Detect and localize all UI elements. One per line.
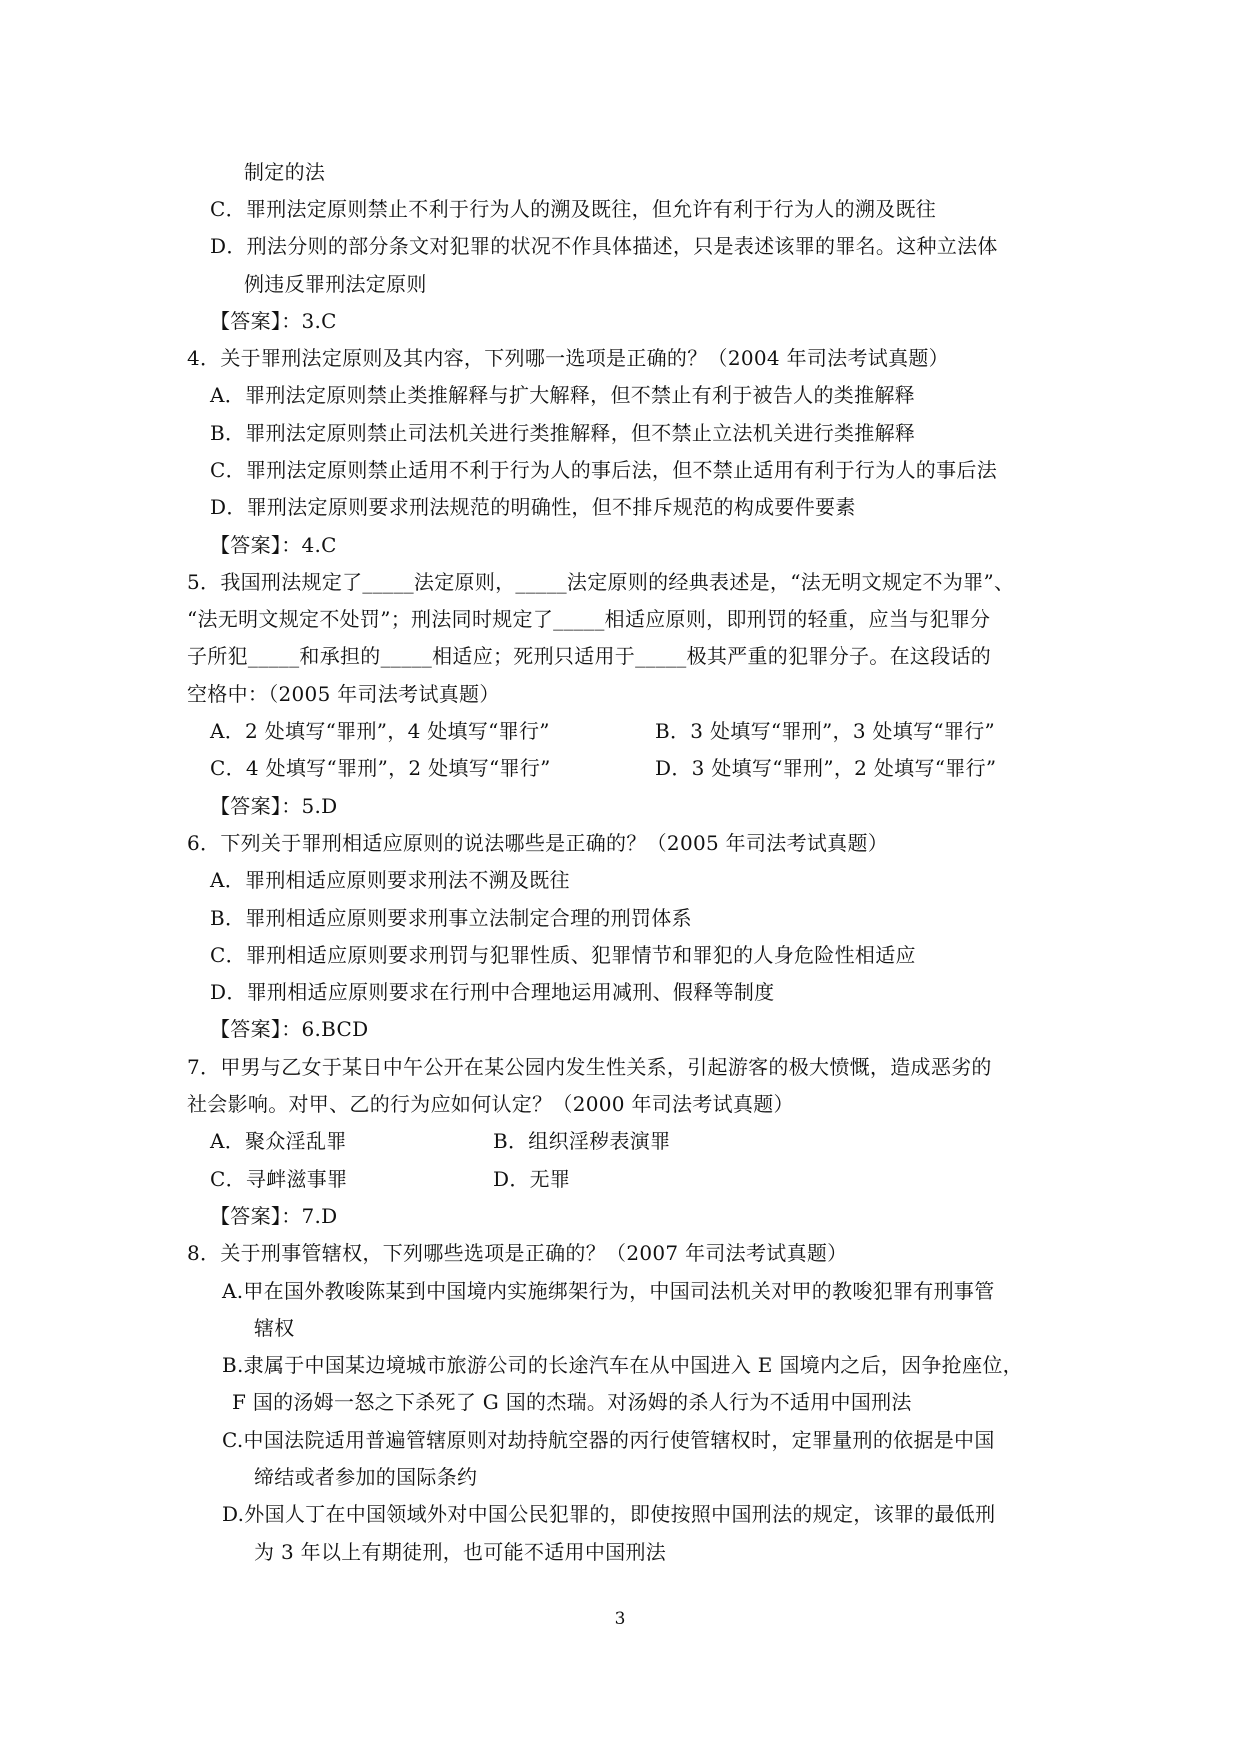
answer-line: 【答案】：7.D (210, 1204, 338, 1228)
question-line: 社会影响。对甲、乙的行为应如何认定？（2000 年司法考试真题） (187, 1092, 794, 1116)
option-line: A．罪刑法定原则禁止类推解释与扩大解释，但不禁止有利于被告人的类推解释 (210, 383, 915, 407)
answer-line: 【答案】：4.C (210, 533, 337, 557)
option-line: F 国的汤姆一怒之下杀死了 G 国的杰瑞。对汤姆的杀人行为不适用中国刑法 (232, 1390, 912, 1414)
option-line: B．罪刑法定原则禁止司法机关进行类推解释，但不禁止立法机关进行类推解释 (210, 421, 916, 445)
question-line: 5．我国刑法规定了_____法定原则，_____法定原则的经典表述是，“法无明文规定不为罪”、 (187, 570, 1015, 594)
option-line: B．3 处填写“罪刑”，3 处填写“罪行” (655, 719, 996, 743)
text-line: C．罪刑法定原则禁止不利于行为人的溯及既往，但允许有利于行为人的溯及既往 (210, 197, 937, 221)
option-line: C．4 处填写“罪刑”，2 处填写“罪行” (210, 756, 551, 780)
answer-line: 【答案】：6.BCD (210, 1017, 369, 1041)
option-line: B．罪刑相适应原则要求刑事立法制定合理的刑罚体系 (210, 906, 692, 930)
option-line: C．罪刑法定原则禁止适用不利于行为人的事后法，但不禁止适用有利于行为人的事后法 (210, 458, 998, 482)
question-line: 7．甲男与乙女于某日中午公开在某公园内发生性关系，引起游客的极大愤慨，造成恶劣的 (187, 1055, 992, 1079)
option-line: D．无罪 (493, 1167, 571, 1191)
option-line: 辖权 (254, 1316, 295, 1340)
question-line: 6．下列关于罪刑相适应原则的说法哪些是正确的？（2005 年司法考试真题） (187, 831, 889, 855)
option-line: C.中国法院适用普遍管辖原则对劫持航空器的丙行使管辖权时，定罪量刑的依据是中国 (222, 1428, 995, 1452)
option-line: 缔结或者参加的国际条约 (254, 1465, 478, 1489)
question-line: 空格中：（2005 年司法考试真题） (187, 682, 500, 706)
question-line: “法无明文规定不处罚”；刑法同时规定了_____相适应原则，即刑罚的轻重，应当与犯罪分 (187, 607, 991, 631)
question-line: 4．关于罪刑法定原则及其内容，下列哪一选项是正确的？（2004 年司法考试真题） (187, 346, 949, 370)
text-line: 制定的法 (244, 160, 326, 184)
answer-line: 【答案】：3.C (210, 309, 337, 333)
option-line: C．寻衅滋事罪 (210, 1167, 348, 1191)
text-line: D．刑法分则的部分条文对犯罪的状况不作具体描述，只是表述该罪的罪名。这种立法体 (210, 234, 998, 258)
option-line: 为 3 年以上有期徒刑，也可能不适用中国刑法 (254, 1540, 667, 1564)
question-line: 子所犯_____和承担的_____相适应；死刑只适用于_____极其严重的犯罪分子。在这段话的 (187, 644, 992, 668)
option-line: D．3 处填写“罪刑”，2 处填写“罪行” (655, 756, 997, 780)
option-line: D．罪刑法定原则要求刑法规范的明确性，但不排斥规范的构成要件要素 (210, 495, 856, 519)
option-line: A.甲在国外教唆陈某到中国境内实施绑架行为，中国司法机关对甲的教唆犯罪有刑事管 (222, 1279, 995, 1303)
option-line: B．组织淫秽表演罪 (493, 1129, 671, 1153)
option-line: D.外国人丁在中国领域外对中国公民犯罪的，即使按照中国刑法的规定，该罪的最低刑 (222, 1502, 996, 1526)
text-line: 例违反罪刑法定原则 (244, 272, 427, 296)
option-line: B.隶属于中国某边境城市旅游公司的长途汽车在从中国进入 E 国境内之后，因争抢座位， (222, 1353, 1023, 1377)
option-line: A．聚众淫乱罪 (210, 1129, 347, 1153)
question-line: 8．关于刑事管辖权，下列哪些选项是正确的？（2007 年司法考试真题） (187, 1241, 848, 1265)
option-line: C．罪刑相适应原则要求刑罚与犯罪性质、犯罪情节和罪犯的人身危险性相适应 (210, 943, 916, 967)
answer-line: 【答案】：5.D (210, 794, 338, 818)
option-line: D．罪刑相适应原则要求在行刑中合理地运用减刑、假释等制度 (210, 980, 775, 1004)
page-number: 3 (614, 1609, 626, 1629)
option-line: A．2 处填写“罪刑”，4 处填写“罪行” (210, 719, 550, 743)
option-line: A．罪刑相适应原则要求刑法不溯及既往 (210, 868, 570, 892)
